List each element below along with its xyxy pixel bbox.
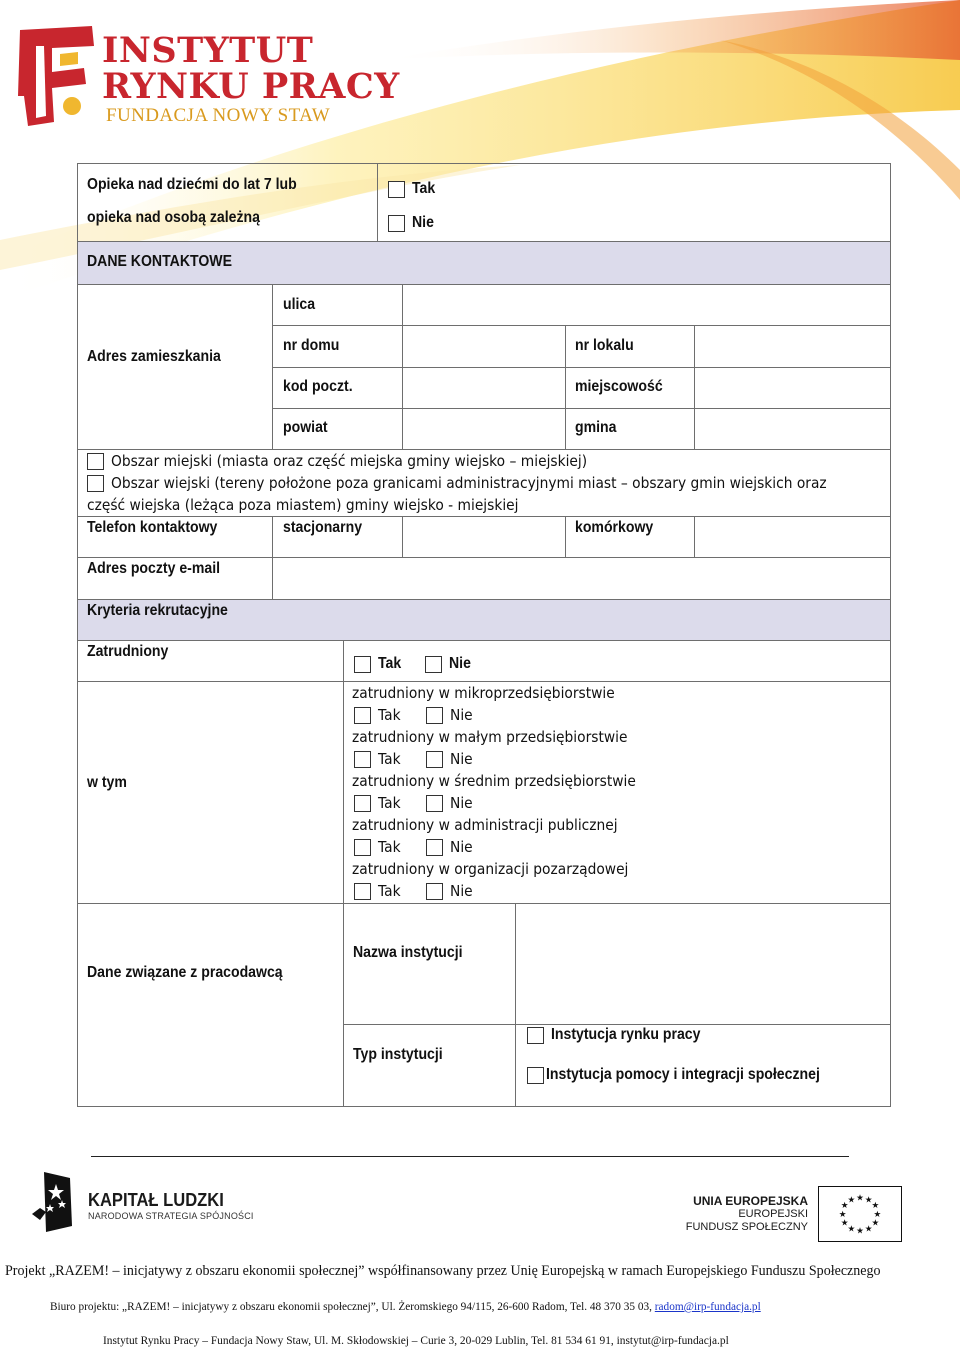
address-label: Adres zamieszkania [87, 348, 221, 365]
public-admin-no-checkbox[interactable] [426, 839, 443, 856]
logo-title-line2: RYNKU PRACY [102, 66, 400, 107]
urban-area-checkbox[interactable] [87, 453, 104, 470]
logo-title-line1: INSTYTUT [102, 30, 314, 71]
eu-line1: UNIA EUROPEJSKA [693, 1194, 808, 1208]
landline-label: stacjonarny [283, 519, 363, 536]
social-welfare-institution-label: Instytucja pomocy i integracji społecznej [546, 1066, 820, 1083]
option-no-label: Nie [450, 706, 473, 724]
flat-number-field[interactable] [695, 326, 890, 367]
project-office-address [50, 1299, 761, 1314]
svg-text:★: ★ [847, 1195, 856, 1206]
micro-no-checkbox[interactable] [426, 707, 443, 724]
option-no-label: Nie [450, 838, 473, 856]
childcare-options-cell [377, 164, 890, 241]
employment-type-label: zatrudniony w mikroprzedsiębiorstwie [352, 684, 615, 702]
svg-text:★: ★ [864, 1195, 873, 1206]
house-number-label: nr domu [283, 337, 340, 354]
employed-label: Zatrudniony [87, 643, 169, 660]
svg-text:★: ★ [873, 1209, 882, 1220]
employer-label: Dane związane z pracodawcą [87, 964, 283, 981]
institution-name-label: Nazwa instytucji [353, 944, 463, 961]
svg-text:★: ★ [871, 1218, 880, 1229]
employed-yes-checkbox[interactable] [354, 656, 371, 673]
irp-logo-mark-icon [14, 26, 102, 128]
city-field[interactable] [695, 368, 890, 408]
phone-row [77, 517, 891, 558]
city-label: miejscowość [575, 378, 663, 395]
small-no-checkbox[interactable] [426, 751, 443, 768]
employment-type-label: zatrudniony w średnim przedsiębiorstwie [352, 772, 636, 790]
option-no-label: Nie [450, 750, 473, 768]
instytut-rynku-pracy-logo [14, 26, 400, 131]
project-funding-note: Projekt „RAZEM! – inicjatywy z obszaru ekonomii społecznej” współfinansowany przez Unię Europejską w ramach Europejskiego Funduszu Społecznego [5, 1263, 881, 1279]
area-type-row [77, 450, 891, 517]
option-yes-label: Tak [378, 882, 401, 900]
childcare-label-line2: opieka nad osobą zależną [87, 209, 260, 226]
urban-area-label: Obszar miejski (miasta oraz część miejska gminy wiejsko – miejskiej) [111, 452, 588, 470]
institute-address: Instytut Rynku Pracy – Fundacja Nowy Staw, Ul. M. Skłodowskiej – Curie 3, 20-029 Lublin, Tel. 81 534 61 91, instytut@irp-fundacja.pl [103, 1333, 729, 1347]
employment-type-label: zatrudniony w administracji publicznej [352, 816, 618, 834]
kapital-ludzki-subtitle: NARODOWA STRATEGIA SPÓJNOŚCI [88, 1211, 254, 1221]
childcare-row [77, 163, 891, 242]
street-field[interactable] [403, 285, 890, 325]
footer-divider [91, 1156, 849, 1157]
option-yes-label: Tak [378, 838, 401, 856]
social-welfare-institution-checkbox[interactable] [527, 1067, 544, 1084]
svg-text:★: ★ [856, 1226, 864, 1237]
eu-line2: EUROPEJSKI [738, 1208, 808, 1220]
contact-section-title: DANE KONTAKTOWE [87, 253, 232, 270]
labour-market-institution-checkbox[interactable] [527, 1027, 544, 1044]
project-office-email-link[interactable]: radom@irp-fundacja.pl [654, 1299, 761, 1313]
contact-section-header [77, 242, 891, 285]
employer-block [77, 904, 891, 1107]
micro-yes-checkbox[interactable] [354, 707, 371, 724]
eu-social-fund-logo [685, 1186, 904, 1244]
address-fields [272, 285, 890, 449]
eu-flag-icon [818, 1186, 902, 1242]
public-admin-yes-checkbox[interactable] [354, 839, 371, 856]
county-field[interactable] [403, 409, 565, 449]
option-yes-label: Tak [378, 706, 401, 724]
labour-market-institution-label: Instytucja rynku pracy [551, 1026, 701, 1043]
including-label: w tym [87, 774, 127, 791]
childcare-yes-checkbox[interactable] [388, 181, 405, 198]
landline-field[interactable] [403, 517, 565, 557]
mobile-field[interactable] [695, 517, 890, 557]
rural-area-label-line2: część wiejska (leżąca poza miastem) gminy wiejsko - miejskiej [87, 496, 519, 514]
svg-text:★: ★ [847, 1224, 856, 1235]
logo-subtitle: FUNDACJA NOWY STAW [106, 105, 331, 126]
svg-text:★: ★ [840, 1201, 849, 1212]
option-yes-label: Tak [378, 794, 401, 812]
street-label: ulica [283, 296, 316, 313]
ngo-yes-checkbox[interactable] [354, 883, 371, 900]
childcare-yes-label: Tak [412, 180, 436, 197]
recruitment-section-title: Kryteria rekrutacyjne [87, 602, 228, 619]
eu-line3: FUNDUSZ SPOŁECZNY [685, 1221, 808, 1233]
medium-no-checkbox[interactable] [426, 795, 443, 812]
institution-type-label: Typ instytucji [353, 1046, 443, 1063]
project-office-text: Biuro projektu: „RAZEM! – inicjatywy z obszaru ekonomii społecznej”, Ul. Żeromskiego 94/115, 26-600 Radom, Tel. 48 370 35 03, [50, 1299, 652, 1313]
svg-text:★: ★ [856, 1193, 864, 1204]
employment-type-label: zatrudniony w małym przedsiębiorstwie [352, 728, 628, 746]
svg-text:★: ★ [864, 1224, 873, 1235]
medium-yes-checkbox[interactable] [354, 795, 371, 812]
phone-label: Telefon kontaktowy [87, 519, 218, 536]
childcare-no-checkbox[interactable] [388, 215, 405, 232]
rural-area-checkbox[interactable] [87, 475, 104, 492]
small-yes-checkbox[interactable] [354, 751, 371, 768]
childcare-no-label: Nie [412, 214, 434, 231]
employment-type-label: zatrudniony w organizacji pozarządowej [352, 860, 629, 878]
ngo-no-checkbox[interactable] [426, 883, 443, 900]
svg-text:★: ★ [840, 1218, 849, 1229]
commune-field[interactable] [695, 409, 890, 449]
mobile-label: komórkowy [575, 519, 654, 536]
kapital-ludzki-logo [30, 1170, 290, 1236]
house-number-field[interactable] [403, 326, 565, 367]
email-row [77, 558, 891, 600]
employed-yes-label: Tak [378, 655, 402, 672]
recruitment-section-header [77, 600, 891, 641]
svg-text:★: ★ [871, 1201, 880, 1212]
svg-text:★: ★ [838, 1209, 847, 1220]
kapital-ludzki-emblem-icon [30, 1170, 78, 1234]
employed-row [77, 641, 891, 682]
employed-no-label: Nie [449, 655, 471, 672]
institution-name-field[interactable] [516, 904, 890, 1024]
email-label: Adres poczty e-mail [87, 560, 221, 577]
option-yes-label: Tak [378, 750, 401, 768]
kapital-ludzki-title: KAPITAŁ LUDZKI [88, 1190, 224, 1210]
commune-label: gmina [575, 419, 617, 436]
postal-code-label: kod poczt. [283, 378, 353, 395]
option-no-label: Nie [450, 882, 473, 900]
option-no-label: Nie [450, 794, 473, 812]
rural-area-label-line1: Obszar wiejski (tereny położone poza granicami administracyjnymi miast – obszary gmin wiejskich oraz [111, 474, 827, 492]
employment-type-block [77, 682, 891, 904]
employed-no-checkbox[interactable] [425, 656, 442, 673]
postal-code-field[interactable] [403, 368, 565, 408]
county-label: powiat [283, 419, 328, 436]
email-field[interactable] [272, 558, 890, 599]
childcare-label-line1: Opieka nad dziećmi do lat 7 lub [87, 176, 297, 193]
address-block [77, 285, 891, 450]
flat-number-label: nr lokalu [575, 337, 634, 354]
